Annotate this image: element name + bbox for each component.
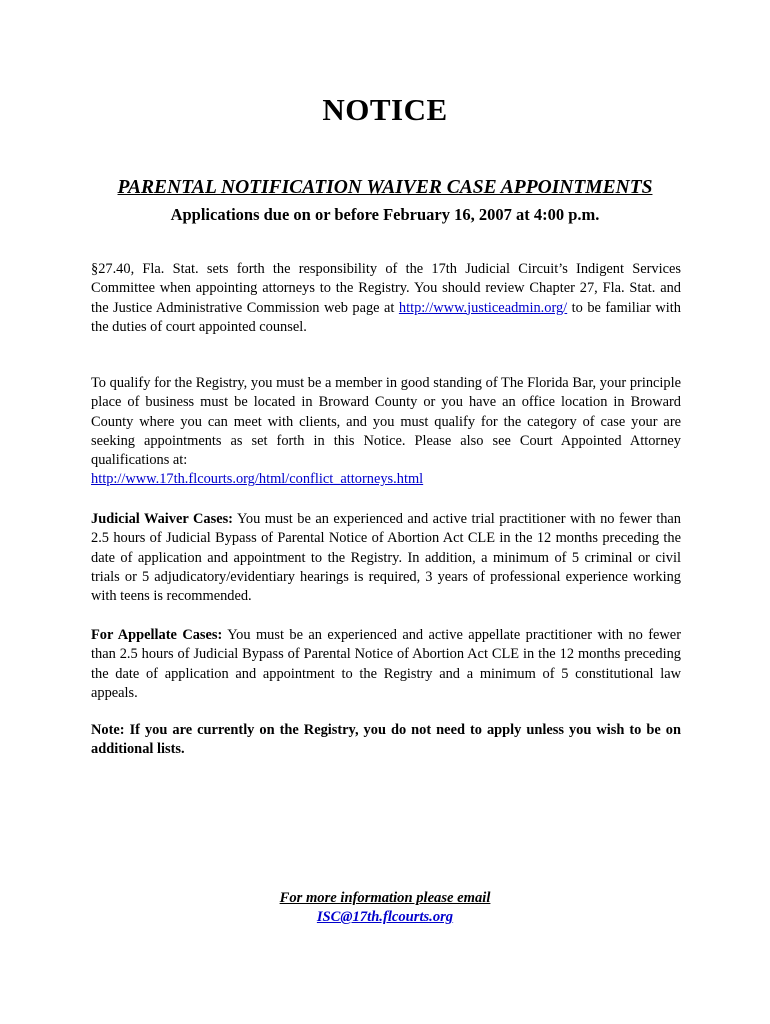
application-deadline: Applications due on or before February 16, 2007 at 4:00 p.m. [170,205,600,224]
notice-subtitle: PARENTAL NOTIFICATION WAIVER CASE APPOINTMENTS [117,177,653,198]
paragraph-qualifications [91,374,681,490]
paragraph-qualifications-text: To qualify for the Registry, you must be a member in good standing of The Florida Bar, your principle place of business must be located in Broward County or you have an office location in Broward County where you can meet with clients, and you must qualify for the category of case your are seeking appointments as set forth in this Notice. Please also see Court Appointed Attorney qualifications at: [91,375,681,469]
paragraph-note: Note: If you are currently on the Registry, you do not need to apply unless you wish to be on additional lists. [91,722,681,758]
appellate-label: For Appellate Cases: [91,627,223,643]
notice-title: NOTICE [322,92,448,127]
paragraph-appellate [91,626,681,703]
paragraph-statute-text-end: to be familiar with the duties of court appointed counsel. [91,299,681,335]
paragraph-judicial-waiver [91,510,681,606]
judicial-waiver-text: You must be an experienced and active trial practitioner with no fewer than 2.5 hours of Judicial Bypass of Parental Notice of Abortion Act CLE in the 12 months preceding the date of application and appointment to the Registry. In addition, a minimum of 5 criminal or civil trials or 5 adjudicatory/evidentiary hearings is required, 3 years of professional experience working with teens is recommended. [91,511,681,605]
judicial-waiver-label: Judicial Waiver Cases: [91,511,233,527]
footer-email-link[interactable]: ISC@17th.flcourts.org [316,909,454,925]
appellate-text: You must be an experienced and active appellate practitioner with no fewer than 2.5 hours of Judicial Bypass of Parental Notice of Abortion Act CLE in the 12 months preceding the date of application and appointment to the Registry and a minimum of 5 constitutional law appeals. [91,627,681,701]
footer-contact [0,889,770,927]
conflict-attorneys-link[interactable]: http://www.17th.flcourts.org/html/conflict_attorneys.html [91,471,424,488]
paragraph-statute [91,260,681,337]
paragraph-statute-text: §27.40, Fla. Stat. sets forth the responsibility of the 17th Judicial Circuit’s Indigent Services Committee when appointing attorneys to the Registry. You should review Chapter 27, Fla. Stat. and the Justice Administrative Commission web page at [91,261,681,316]
justiceadmin-link[interactable]: http://www.justiceadmin.org/ [398,299,568,316]
footer-info-line: For more information please email [279,890,491,906]
